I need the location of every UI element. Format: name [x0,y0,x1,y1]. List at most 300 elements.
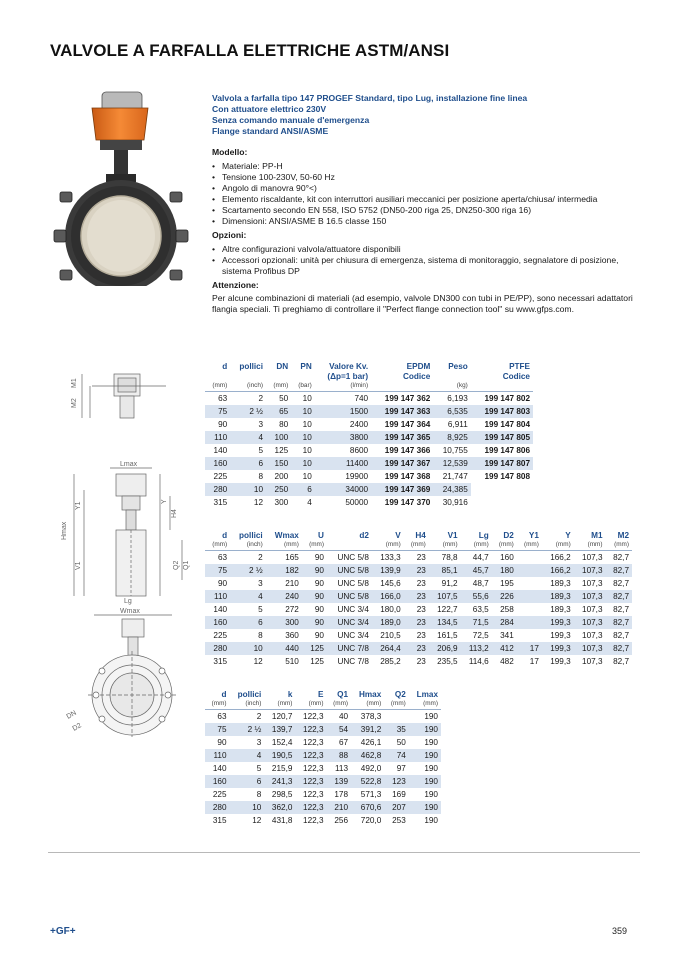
table-cell: 199 147 362 [384,394,431,403]
table-cell: 72,5 [472,631,489,640]
table-cell: 190 [409,723,441,736]
table-row [205,577,632,590]
table-cell: 510 [285,657,299,666]
col-header: EPDM [406,362,431,371]
table-cell: 82,7 [606,590,632,603]
table-cell [471,496,533,509]
table-cell [384,710,409,724]
table-cell: 2400 [349,420,369,429]
table-cell [517,603,542,616]
table-cell: 190 [409,775,441,788]
table-cell: 241,3 [264,775,295,788]
table-cell: 19900 [345,472,369,481]
table-dimensions-2 [205,690,441,827]
col-header-sub: (Δp=1 bar) [327,372,369,381]
table-cell: 23 [416,579,426,588]
table-cell: 90 [302,590,327,603]
table-row [205,629,632,642]
unit: (bar) [291,382,315,392]
model-item: • Elemento riscaldante, kit con interruttori ausiliari meccanici per posizione aperta/chiusa/ intermedia [212,194,637,205]
col-header: pollici [239,362,263,371]
table-cell: 82,7 [606,642,632,655]
col-header: Y [565,531,571,540]
table-header-row [205,690,441,700]
table-cell: 75 [205,564,230,577]
col-header: E [318,690,324,699]
table-cell: 6,535 [433,405,470,418]
heading-line: Flange standard ANSI/ASME [212,126,329,136]
table-cell: 670,6 [351,801,384,814]
table-cell: 199 147 367 [371,457,433,470]
table-cell: 5 [258,605,263,614]
table-cell: 206,9 [429,642,461,655]
col-header-sub [230,372,266,382]
table-cell: 113 [334,764,349,773]
col-header: Valore Kv. [329,362,369,371]
table-cell: 272 [285,605,299,614]
table-cell: 1500 [315,405,371,418]
label-Q2: Q2 [173,560,180,570]
table-cell: 54 [327,723,352,736]
table-cell: 75 [205,405,230,418]
col-header: pollici [239,531,263,540]
table-cell: 23 [404,616,429,629]
table-cell: 300 [274,498,289,507]
table-cell: 50 [396,738,406,747]
table-cell: 378,3 [360,712,382,721]
table-row [205,444,533,457]
col-header: Wmax [274,531,299,540]
table-cell: 200 [274,472,289,481]
table-cell: 100 [266,431,291,444]
gf-logo: +GF+ [50,926,76,937]
table-cell: 10 [230,801,265,814]
label-Y1: Y1 [75,501,82,510]
unit: (mm) [205,700,230,710]
table-cell: 122,3 [303,712,324,721]
table-cell: 3 [258,579,263,588]
table-row [205,642,632,655]
model-item: • Scartamento secondo EN 558, ISO 5752 (DN50-200 riga 25, DN250-300 riga 16) [212,205,637,216]
table-cell: 82,7 [606,564,632,577]
option-item: • Altre configurazioni valvola/attuatore disponibili [212,244,637,255]
table-cell: UNC 3/4 [327,616,372,629]
table-row [205,775,441,788]
table-cell: 253 [392,816,406,825]
table-cell: 48,7 [472,579,489,588]
table-cell: 139,7 [264,723,295,736]
table-cell: 3 [258,420,263,429]
table-cell: 122,3 [303,790,324,799]
table-row [205,749,441,762]
table-cell: 166,2 [542,564,574,577]
options-list [212,244,637,277]
table-cell: UNC 5/8 [327,564,372,577]
table-cell: 74 [384,749,409,762]
table-cell: 107,3 [574,642,606,655]
col-header: Hmax [358,690,382,699]
table-cell: 139 [327,775,352,788]
table-cell: 90 [314,631,324,640]
units-row [205,541,632,551]
table-cell: 122,3 [295,775,326,788]
table-cell: 258 [500,605,514,614]
table-cell: 12,539 [433,457,470,470]
table-row [205,603,632,616]
table-cell: 199 147 808 [484,472,530,481]
col-header: PN [300,362,312,371]
table-cell: UNC 5/8 [327,590,372,603]
table-row [205,551,632,565]
table-cell: 30,916 [442,498,468,507]
table-cell: 10 [302,446,312,455]
table-cell: 107,3 [574,616,606,629]
table-cell: 362,0 [264,801,295,814]
table-cell: 189,3 [550,579,571,588]
col-header-sub [291,372,315,382]
options-label: Opzioni: [212,230,247,240]
table-cell: 90 [217,579,228,588]
table-cell: 91,2 [441,579,458,588]
product-description [212,93,637,315]
table-cell: 82,7 [613,579,629,588]
table-cell: 107,3 [574,564,606,577]
table-cell: 107,3 [582,657,603,666]
table-cell: 107,3 [582,605,603,614]
table-cell: 110 [205,590,230,603]
table-cell: 122,3 [303,738,324,747]
model-item: • Dimensioni: ANSI/ASME B 16.5 classe 150 [212,216,637,227]
table-cell: 190 [424,738,438,747]
table-header-row-2 [205,372,533,382]
table-cell: 90 [218,420,228,429]
table-cell: 195 [500,579,514,588]
table-cell: 8 [258,631,263,640]
table-cell: 12 [253,657,263,666]
table-cell: 462,8 [351,749,384,762]
table-cell: 23 [404,590,429,603]
col-header: d2 [359,531,369,540]
table-cell: 75 [205,723,230,736]
table-cell: 23 [404,642,429,655]
table-row [205,788,441,801]
table-cell: 522,8 [351,775,384,788]
table-cell: 426,1 [360,738,382,747]
table-row [205,655,632,668]
table-cell: 440 [266,642,302,655]
table-cell: 17 [517,642,542,655]
table-cell: 82,7 [613,605,629,614]
table-cell: 199 147 366 [384,446,431,455]
col-header: V1 [447,531,458,540]
table-cell: 122,7 [437,605,458,614]
table-cell: 190 [424,712,438,721]
table-cell: 6 [230,616,266,629]
table-cell: 4 [230,749,265,762]
table-cell: 82,7 [613,553,629,562]
units-row [205,382,533,392]
col-header-sub [433,372,470,382]
table-cell: 300 [266,616,302,629]
table-cell: 199 147 802 [484,394,530,403]
table-cell: 182 [266,564,302,577]
table-cell: 5 [256,764,262,773]
table-cell: 315 [213,657,228,666]
table-cell: 3800 [315,431,371,444]
col-header: Lmax [416,690,438,699]
table-cell: 180 [492,564,517,577]
unit: (kg) [433,382,470,392]
table-cell: 199,3 [542,642,574,655]
col-header: pollici [237,690,262,699]
label-M2: M2 [71,398,78,408]
table-cell: 90 [302,616,327,629]
table-cell: 10 [291,457,315,470]
table-cell: 139,9 [372,564,404,577]
table-row [205,483,533,496]
col-header: Peso [448,362,468,371]
table-cell: 125 [310,657,324,666]
col-header: Q2 [394,690,406,699]
table-header-row [205,531,632,541]
table-cell: 225 [213,631,228,640]
unit: (mm) [327,700,352,710]
table-cell: 23 [416,657,426,666]
label-Lmax: Lmax [120,461,138,468]
table-cell: 6 [230,775,265,788]
table-row [205,590,632,603]
table-cell: 4 [230,590,266,603]
table-cell: 34000 [315,483,371,496]
units-row [205,700,441,710]
col-header-sub: Codice [502,372,530,381]
unit: (inch) [230,382,266,392]
col-header-sub: Codice [402,372,431,381]
table-row [205,736,441,749]
page-title: VALVOLE A FARFALLA ELETTRICHE ASTM/ANSI [50,41,450,60]
table-cell: 82,7 [606,616,632,629]
col-header: M2 [617,531,629,540]
table-cell: 226 [492,590,517,603]
attention-label: Attenzione: [212,280,259,290]
table-cell: 199 147 368 [384,472,431,481]
table-cell: 492,0 [360,764,382,773]
table-cell: 190,5 [264,749,295,762]
table-cell: UNC 7/8 [327,642,372,655]
unit: (mm) [409,700,441,710]
table-cell: 189,3 [542,590,574,603]
col-header: D2 [503,531,514,540]
table-cell: 189,0 [372,616,404,629]
unit: (mm) [606,541,632,551]
table-cell: 169 [392,790,406,799]
table-cell: 199 147 806 [484,446,530,455]
table-cell: 78,8 [441,553,458,562]
table-cell: 114,6 [468,657,489,666]
table-cell: 264,4 [372,642,404,655]
table-cell: 10 [302,420,312,429]
table-cell: 125 [302,642,327,655]
table-cell: 315 [213,498,228,507]
table-cell: UNC 5/8 [337,579,369,588]
table-cell [517,564,542,577]
table-row [205,710,441,724]
table-cell: 17 [529,657,539,666]
table-cell: 215,9 [271,764,293,773]
unit: (mm) [429,541,461,551]
table-cell: 225 [213,472,228,481]
table-cell: 35 [384,723,409,736]
label-D2: D2 [71,722,83,733]
model-item: • Tensione 100-230V, 50-60 Hz [212,172,637,183]
table-cell: UNC 7/8 [337,657,369,666]
table-cell: 6 [230,457,266,470]
unit: (mm) [266,541,302,551]
footer-divider [48,852,640,853]
table-cell: 165 [285,553,299,562]
model-list [212,161,637,227]
table-cell: 199 147 369 [371,483,433,496]
table-cell: 122,3 [303,764,324,773]
table-cell: 160 [205,616,230,629]
table-cell: 412 [492,642,517,655]
unit: (inch) [230,700,265,710]
table-cell: 225 [212,790,227,799]
label-M1: M1 [71,378,78,388]
table-cell: 88 [327,749,352,762]
table-cell: 125 [274,446,289,455]
table-cell: 207 [384,801,409,814]
table-cell: 140 [213,605,228,614]
drawing-front-view [54,607,194,737]
col-header-sub [205,372,230,382]
table-cell: 235,5 [437,657,458,666]
label-Q1: Q1 [183,560,190,570]
table-cell: 160 [500,553,514,562]
table-cell: 190 [409,801,441,814]
table-cell: 107,3 [582,631,603,640]
table-cell: 50000 [345,498,369,507]
table-cell: 122,3 [295,801,326,814]
table-cell: 12 [253,498,263,507]
col-header: Q1 [337,690,349,699]
table-cell: 10 [302,394,312,403]
table-row [205,564,632,577]
table-cell: 133,3 [380,553,401,562]
unit: (mm) [384,700,409,710]
unit: (mm) [372,541,404,551]
table-cell: 145,6 [380,579,401,588]
table-cell: 122,3 [295,723,326,736]
table-row [205,470,533,483]
unit: (mm) [266,382,291,392]
table-cell: 360 [285,631,299,640]
table-cell: 8600 [349,446,369,455]
col-header: Y1 [528,531,539,540]
table-cell: 341 [500,631,514,640]
table-cell: 10 [302,472,312,481]
table-cell: 97 [396,764,406,773]
table-cell: 120,7 [271,712,293,721]
table-cell: 44,7 [472,553,489,562]
model-label: Modello: [212,147,248,157]
table-codes [205,362,533,509]
table-cell: 6 [291,483,315,496]
table-cell: 3 [256,738,262,747]
table-row [205,392,533,406]
table-cell: 107,3 [582,579,603,588]
table-cell: 740 [354,394,369,403]
table-cell: 210 [327,801,352,814]
table-cell: 110 [205,431,230,444]
page-number: 359 [612,926,628,936]
table-row [205,616,632,629]
unit: (mm) [461,541,492,551]
table-cell: 90 [302,564,327,577]
table-cell [517,616,542,629]
table-row [205,814,441,827]
table-cell: 199 147 365 [371,431,433,444]
unit: (mm) [517,541,542,551]
unit: (mm) [492,541,517,551]
table-cell: 190 [424,764,438,773]
unit: (mm) [264,700,295,710]
table-cell: 210 [285,579,299,588]
col-header: d [222,362,228,371]
unit [327,541,372,551]
table-cell: 166,2 [550,553,571,562]
model-item: • Angolo di manovra 90°<) [212,183,637,194]
table-cell: 285,2 [380,657,401,666]
table-cell: 190 [424,790,438,799]
table-cell: 199 147 805 [471,431,533,444]
table-cell: 199 147 370 [384,498,431,507]
table-cell: 5 [258,446,263,455]
unit: (l/min) [315,382,371,392]
table-row [205,405,533,418]
table-cell: 4 [230,431,266,444]
table-cell: 4 [307,498,312,507]
table-row [205,801,441,814]
table-dimensions-1 [205,531,632,668]
table-cell: 6,193 [447,394,468,403]
table-cell: 134,5 [429,616,461,629]
table-cell: 160 [205,457,230,470]
table-cell: 67 [338,738,349,747]
table-cell: 8 [256,790,262,799]
table-row [205,723,441,736]
table-cell: 199 147 803 [471,405,533,418]
table-cell: 55,6 [461,590,492,603]
table-cell: 199 147 804 [484,420,530,429]
table-cell: 284 [492,616,517,629]
unit: (mm) [295,700,326,710]
unit [371,382,433,392]
unit: (mm) [351,700,384,710]
table-cell: 180,0 [380,605,401,614]
col-header: k [287,690,293,699]
table-cell: 6,911 [447,420,468,429]
table-cell: 199,3 [542,616,574,629]
table-cell: 199,3 [550,657,571,666]
col-header: H4 [415,531,426,540]
label-Wmax: Wmax [120,608,140,615]
col-header: U [318,531,324,540]
table-row [205,431,533,444]
table-cell: UNC 5/8 [337,553,369,562]
model-item: • Materiale: PP-H [212,161,637,172]
heading-line: Senza comando manuale d'emergenza [212,115,370,125]
